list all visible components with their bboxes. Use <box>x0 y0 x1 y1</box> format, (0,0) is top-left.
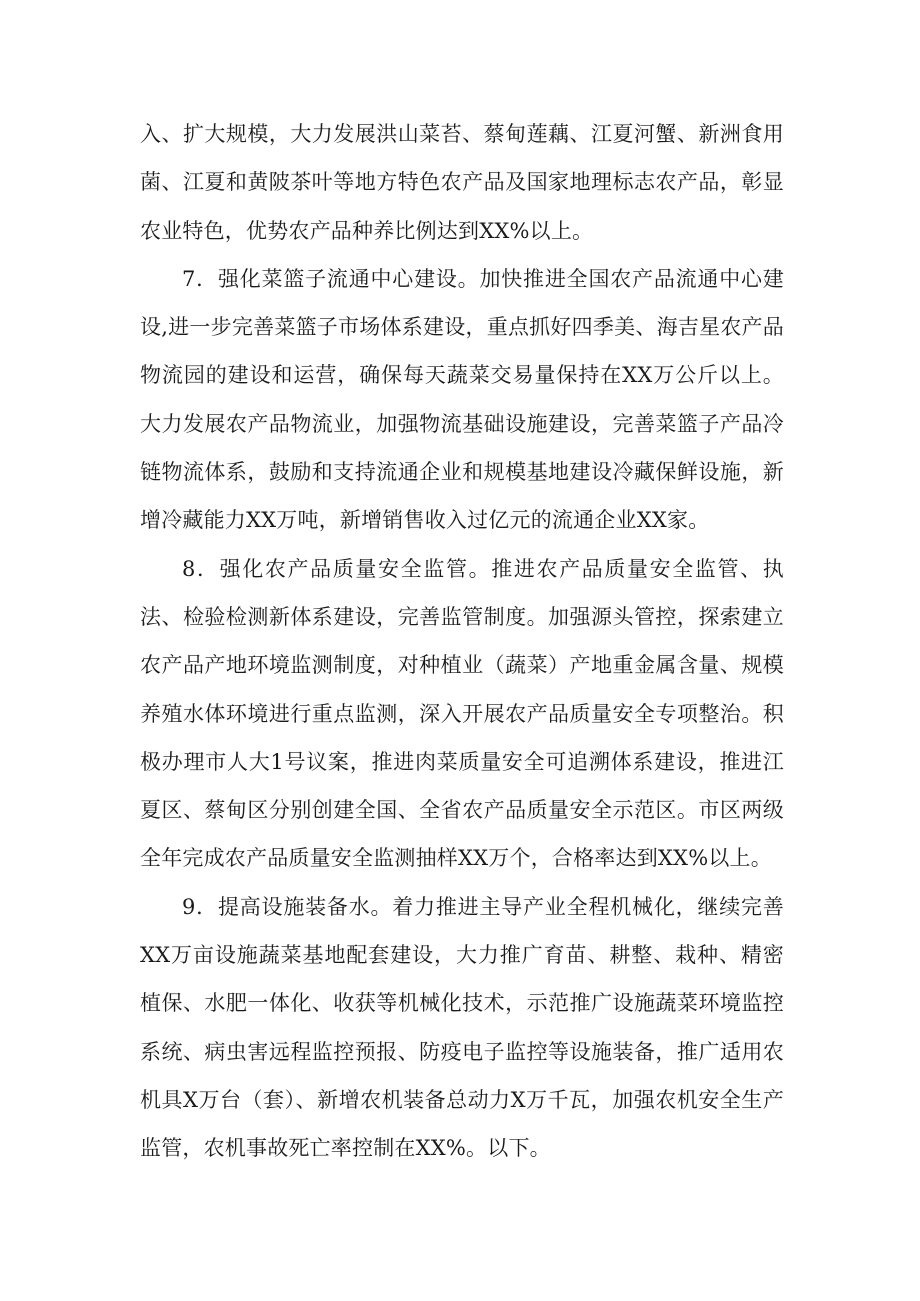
paragraph-continued: 入、扩大规模，大力发展洪山菜苔、蔡甸莲藕、江夏河蟹、新洲食用菌、江夏和黄陂茶叶等地方特色农产品及国家地理标志农产品，彰显农业特色，优势农产品种养比例达到XX%以上。 <box>140 122 784 243</box>
paragraph-item-7: 7．强化菜篮子流通中心建设。加快推进全国农产品流通中心建设,进一步完善菜篮子市场体系建设，重点抓好四季美、海吉星农产品物流园的建设和运营，确保每天蔬菜交易量保持在XX万公斤以上。大力发展农产品物流业，加强物流基础设施建设，完善菜篮子产品冷链物流体系，鼓励和支持流通企业和规模基地建设冷藏保鲜设施，新增冷藏能力XX万吨，新增销售收入过亿元的流通企业XX家。 <box>140 266 784 533</box>
paragraph-item-8: 8．强化农产品质量安全监管。推进农产品质量安全监管、执法、检验检测新体系建设，完善监管制度。加强源头管控，探索建立农产品产地环境监测制度，对种植业（蔬菜）产地重金属含量、规模养殖水体环境进行重点监测，深入开展农产品质量安全专项整治。积极办理市人大1号议案，推进肉菜质量安全可追溯体系建设，推进江夏区、蔡甸区分别创建全国、全省农产品质量安全示范区。市区两级全年完成农产品质量安全监测抽样XX万个，合格率达到XX%以上。 <box>140 556 784 871</box>
paragraph-item-9: 9．提高设施装备水。着力推进主导产业全程机械化，继续完善XX万亩设施蔬菜基地配套建设，大力推广育苗、耕整、栽种、精密植保、水肥一体化、收获等机械化技术，示范推广设施蔬菜环境监控系统、病虫害远程监控预报、防疫电子监控等设施装备，推广适用农机具X万台（套）、新增农机装备总动力X万千瓦，加强农机安全生产监管，农机事故死亡率控制在XX%。以下。 <box>140 894 784 1161</box>
document-body <box>140 110 784 1173</box>
